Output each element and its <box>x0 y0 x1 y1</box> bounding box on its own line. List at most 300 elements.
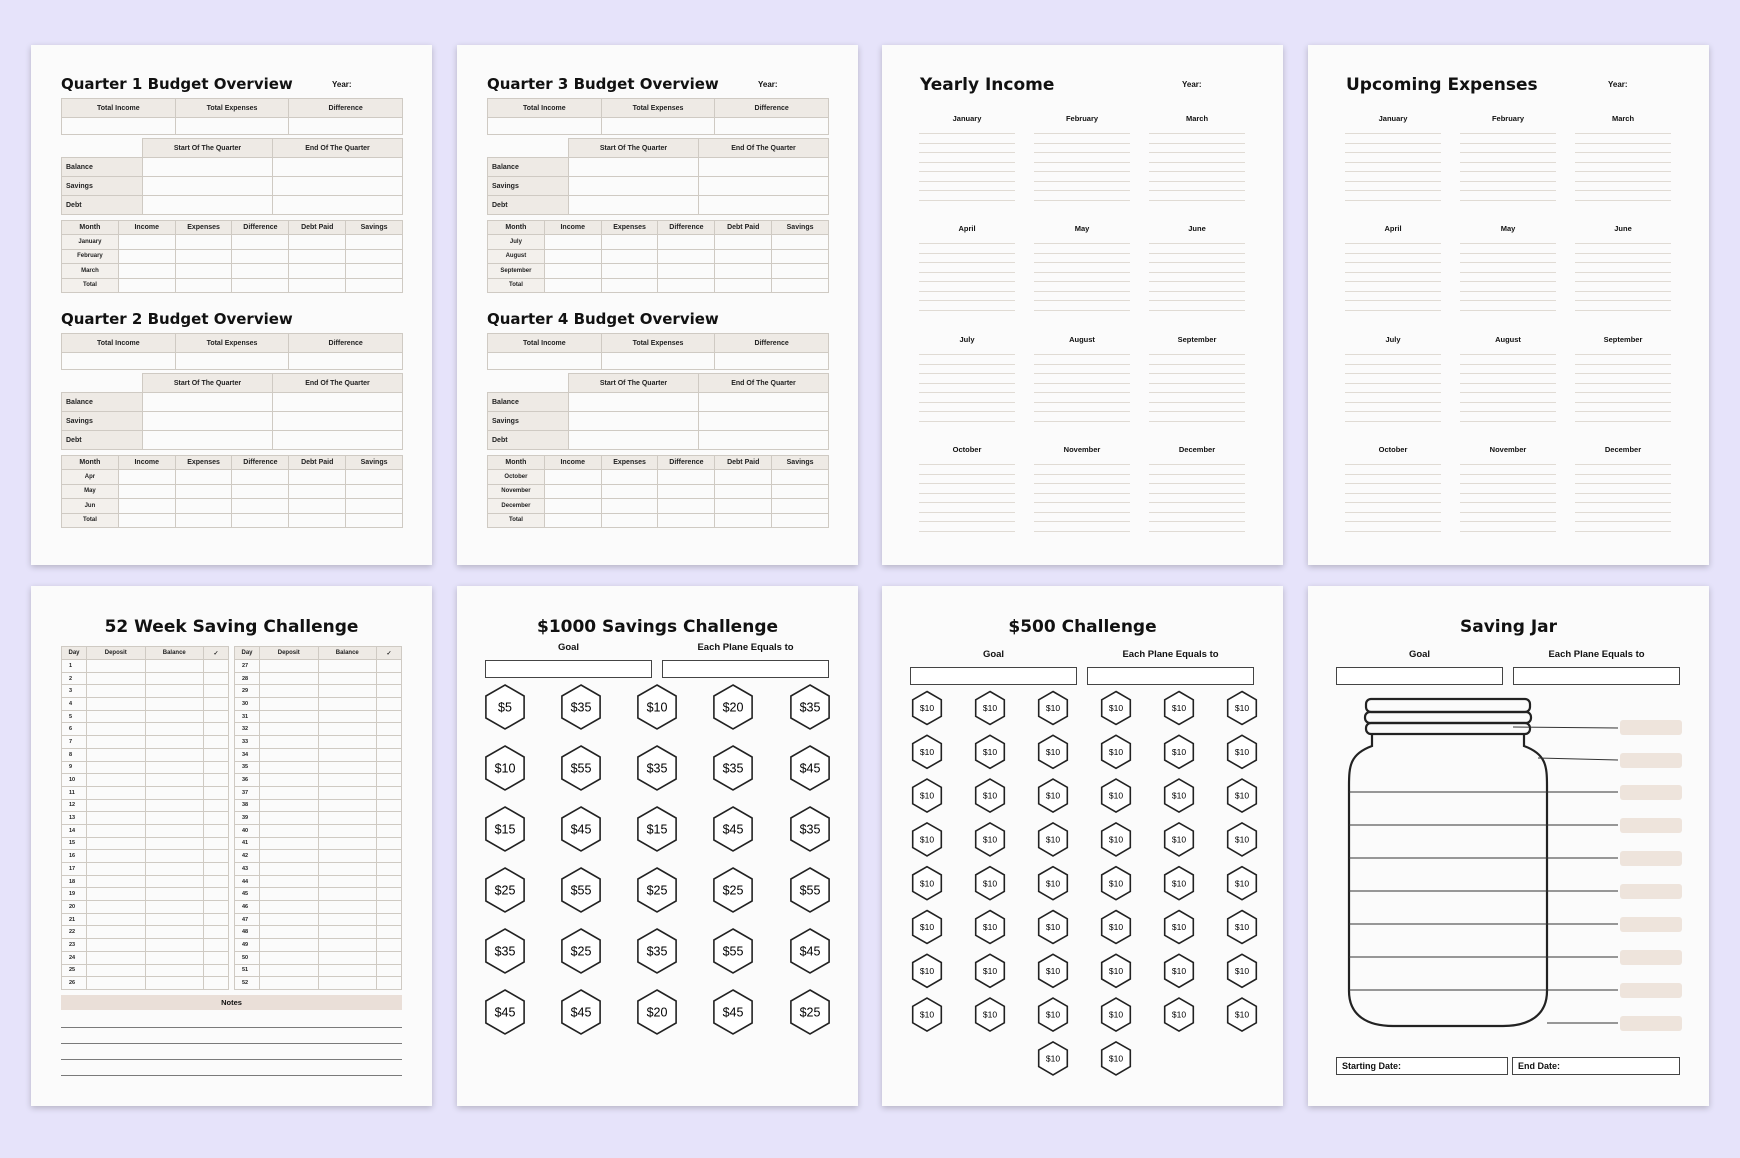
balance-cell[interactable] <box>569 196 699 215</box>
balance-cell[interactable] <box>143 177 273 196</box>
balance-cell[interactable] <box>143 393 273 412</box>
entry-line[interactable] <box>1575 354 1671 355</box>
entry-line[interactable] <box>1345 392 1441 393</box>
monthly-cell[interactable] <box>175 235 232 250</box>
entry-line[interactable] <box>1345 354 1441 355</box>
entry-line[interactable] <box>919 133 1015 134</box>
entry-line[interactable] <box>1149 421 1245 422</box>
entry-line[interactable] <box>1460 262 1556 263</box>
savings-hexagon[interactable] <box>913 779 942 812</box>
monthly-cell[interactable] <box>118 264 175 279</box>
check-cell[interactable] <box>377 888 402 901</box>
jar-amount-field[interactable] <box>1620 720 1682 735</box>
monthly-cell[interactable] <box>289 249 346 264</box>
entry-line[interactable] <box>919 402 1015 403</box>
savings-hexagon[interactable] <box>976 823 1005 856</box>
savings-hexagon[interactable] <box>976 954 1005 987</box>
entry-line[interactable] <box>919 464 1015 465</box>
balance-cell[interactable] <box>318 888 377 901</box>
entry-line[interactable] <box>1149 402 1245 403</box>
check-cell[interactable] <box>204 786 229 799</box>
savings-hexagon[interactable] <box>562 990 600 1034</box>
entry-line[interactable] <box>1034 200 1130 201</box>
deposit-cell[interactable] <box>87 685 146 698</box>
balance-cell[interactable] <box>318 939 377 952</box>
savings-hexagon[interactable] <box>562 746 600 790</box>
entry-line[interactable] <box>1460 402 1556 403</box>
check-cell[interactable] <box>204 710 229 723</box>
deposit-cell[interactable] <box>87 799 146 812</box>
monthly-cell[interactable] <box>772 249 829 264</box>
monthly-cell[interactable] <box>232 484 289 499</box>
savings-hexagon[interactable] <box>791 746 829 790</box>
monthly-cell[interactable] <box>175 513 232 528</box>
monthly-cell[interactable] <box>658 470 715 485</box>
entry-line[interactable] <box>1460 171 1556 172</box>
balance-cell[interactable] <box>318 863 377 876</box>
deposit-cell[interactable] <box>87 977 146 990</box>
monthly-cell[interactable] <box>118 470 175 485</box>
balance-cell[interactable] <box>273 177 403 196</box>
savings-hexagon[interactable] <box>1102 779 1131 812</box>
entry-line[interactable] <box>1149 521 1245 522</box>
entry-line[interactable] <box>1345 133 1441 134</box>
balance-cell[interactable] <box>318 710 377 723</box>
entry-line[interactable] <box>1345 272 1441 273</box>
entry-line[interactable] <box>1460 464 1556 465</box>
balance-cell[interactable] <box>145 863 204 876</box>
balance-cell[interactable] <box>145 710 204 723</box>
entry-line[interactable] <box>919 162 1015 163</box>
entry-line[interactable] <box>1345 262 1441 263</box>
entry-line[interactable] <box>1149 483 1245 484</box>
entry-line[interactable] <box>1034 162 1130 163</box>
check-cell[interactable] <box>204 850 229 863</box>
entry-line[interactable] <box>1345 190 1441 191</box>
deposit-cell[interactable] <box>87 660 146 673</box>
balance-cell[interactable] <box>273 158 403 177</box>
entry-line[interactable] <box>1149 373 1245 374</box>
savings-hexagon[interactable] <box>1165 911 1194 944</box>
entry-line[interactable] <box>1149 502 1245 503</box>
check-cell[interactable] <box>204 723 229 736</box>
check-cell[interactable] <box>204 685 229 698</box>
entry-line[interactable] <box>919 392 1015 393</box>
entry-line[interactable] <box>1034 383 1130 384</box>
monthly-cell[interactable] <box>658 235 715 250</box>
balance-cell[interactable] <box>145 888 204 901</box>
entry-line[interactable] <box>1345 162 1441 163</box>
monthly-cell[interactable] <box>544 264 601 279</box>
savings-hexagon[interactable] <box>1165 692 1194 725</box>
monthly-cell[interactable] <box>601 278 658 293</box>
entry-line[interactable] <box>1345 421 1441 422</box>
entry-line[interactable] <box>1575 421 1671 422</box>
entry-line[interactable] <box>1575 262 1671 263</box>
check-cell[interactable] <box>377 913 402 926</box>
savings-hexagon[interactable] <box>714 990 752 1034</box>
entry-line[interactable] <box>1460 531 1556 532</box>
check-cell[interactable] <box>204 913 229 926</box>
jar-amount-field[interactable] <box>1620 851 1682 866</box>
balance-cell[interactable] <box>145 875 204 888</box>
entry-line[interactable] <box>1034 531 1130 532</box>
entry-line[interactable] <box>1034 464 1130 465</box>
entry-line[interactable] <box>1460 411 1556 412</box>
deposit-cell[interactable] <box>87 926 146 939</box>
totals-cell[interactable] <box>488 353 602 370</box>
entry-line[interactable] <box>1575 402 1671 403</box>
entry-line[interactable] <box>1575 200 1671 201</box>
balance-cell[interactable] <box>318 812 377 825</box>
entry-line[interactable] <box>1034 483 1130 484</box>
monthly-cell[interactable] <box>346 484 403 499</box>
balance-cell[interactable] <box>145 736 204 749</box>
deposit-cell[interactable] <box>87 824 146 837</box>
deposit-cell[interactable] <box>260 761 319 774</box>
monthly-cell[interactable] <box>715 235 772 250</box>
entry-line[interactable] <box>919 262 1015 263</box>
check-cell[interactable] <box>377 812 402 825</box>
entry-line[interactable] <box>1149 364 1245 365</box>
entry-line[interactable] <box>1460 281 1556 282</box>
monthly-cell[interactable] <box>118 235 175 250</box>
savings-hexagon[interactable] <box>1102 735 1131 768</box>
entry-line[interactable] <box>1149 291 1245 292</box>
monthly-cell[interactable] <box>232 264 289 279</box>
entry-line[interactable] <box>1345 531 1441 532</box>
jar-amount-field[interactable] <box>1620 785 1682 800</box>
monthly-cell[interactable] <box>118 484 175 499</box>
check-cell[interactable] <box>377 964 402 977</box>
deposit-cell[interactable] <box>260 863 319 876</box>
monthly-cell[interactable] <box>175 470 232 485</box>
entry-line[interactable] <box>1575 502 1671 503</box>
savings-hexagon[interactable] <box>913 735 942 768</box>
entry-line[interactable] <box>919 354 1015 355</box>
balance-cell[interactable] <box>143 412 273 431</box>
entry-line[interactable] <box>1460 152 1556 153</box>
monthly-cell[interactable] <box>658 264 715 279</box>
monthly-cell[interactable] <box>658 249 715 264</box>
entry-line[interactable] <box>1034 493 1130 494</box>
savings-hexagon[interactable] <box>486 868 524 912</box>
monthly-cell[interactable] <box>346 235 403 250</box>
entry-line[interactable] <box>1460 243 1556 244</box>
entry-line[interactable] <box>1460 493 1556 494</box>
monthly-cell[interactable] <box>118 513 175 528</box>
balance-cell[interactable] <box>318 672 377 685</box>
monthly-cell[interactable] <box>772 513 829 528</box>
entry-line[interactable] <box>1149 493 1245 494</box>
balance-cell[interactable] <box>318 774 377 787</box>
entry-line[interactable] <box>1460 373 1556 374</box>
monthly-cell[interactable] <box>289 264 346 279</box>
monthly-cell[interactable] <box>658 513 715 528</box>
entry-line[interactable] <box>1575 162 1671 163</box>
balance-cell[interactable] <box>569 412 699 431</box>
entry-line[interactable] <box>1149 300 1245 301</box>
entry-line[interactable] <box>1149 464 1245 465</box>
savings-hexagon[interactable] <box>976 692 1005 725</box>
deposit-cell[interactable] <box>260 723 319 736</box>
check-cell[interactable] <box>377 901 402 914</box>
check-cell[interactable] <box>377 824 402 837</box>
entry-line[interactable] <box>1345 411 1441 412</box>
savings-hexagon[interactable] <box>714 685 752 729</box>
monthly-cell[interactable] <box>175 499 232 514</box>
deposit-cell[interactable] <box>260 939 319 952</box>
deposit-cell[interactable] <box>87 698 146 711</box>
monthly-cell[interactable] <box>601 470 658 485</box>
savings-hexagon[interactable] <box>1228 998 1257 1031</box>
totals-cell[interactable] <box>601 353 715 370</box>
entry-line[interactable] <box>1034 181 1130 182</box>
check-cell[interactable] <box>377 710 402 723</box>
savings-hexagon[interactable] <box>714 746 752 790</box>
balance-cell[interactable] <box>699 412 829 431</box>
deposit-cell[interactable] <box>260 748 319 761</box>
deposit-cell[interactable] <box>87 901 146 914</box>
deposit-cell[interactable] <box>87 812 146 825</box>
jar-amount-field[interactable] <box>1620 983 1682 998</box>
deposit-cell[interactable] <box>260 901 319 914</box>
savings-hexagon[interactable] <box>638 929 676 973</box>
balance-cell[interactable] <box>569 158 699 177</box>
savings-hexagon[interactable] <box>1102 692 1131 725</box>
monthly-cell[interactable] <box>772 278 829 293</box>
entry-line[interactable] <box>1575 493 1671 494</box>
entry-line[interactable] <box>1034 502 1130 503</box>
balance-cell[interactable] <box>145 901 204 914</box>
check-cell[interactable] <box>377 660 402 673</box>
balance-cell[interactable] <box>569 431 699 450</box>
entry-line[interactable] <box>1034 272 1130 273</box>
deposit-cell[interactable] <box>87 710 146 723</box>
deposit-cell[interactable] <box>260 977 319 990</box>
balance-cell[interactable] <box>318 964 377 977</box>
savings-hexagon[interactable] <box>791 685 829 729</box>
check-cell[interactable] <box>204 672 229 685</box>
savings-hexagon[interactable] <box>638 746 676 790</box>
balance-cell[interactable] <box>699 393 829 412</box>
balance-cell[interactable] <box>318 926 377 939</box>
savings-hexagon[interactable] <box>791 868 829 912</box>
entry-line[interactable] <box>1575 143 1671 144</box>
balance-cell[interactable] <box>145 685 204 698</box>
entry-line[interactable] <box>1149 272 1245 273</box>
entry-line[interactable] <box>919 253 1015 254</box>
entry-line[interactable] <box>919 483 1015 484</box>
entry-line[interactable] <box>919 291 1015 292</box>
deposit-cell[interactable] <box>87 863 146 876</box>
entry-line[interactable] <box>919 281 1015 282</box>
monthly-cell[interactable] <box>658 278 715 293</box>
entry-line[interactable] <box>1149 531 1245 532</box>
jar-amount-field[interactable] <box>1620 1016 1682 1031</box>
savings-hexagon[interactable] <box>638 990 676 1034</box>
balance-cell[interactable] <box>318 875 377 888</box>
totals-cell[interactable] <box>488 118 602 135</box>
monthly-cell[interactable] <box>772 499 829 514</box>
savings-hexagon[interactable] <box>1165 867 1194 900</box>
balance-cell[interactable] <box>145 812 204 825</box>
entry-line[interactable] <box>1575 531 1671 532</box>
entry-line[interactable] <box>919 421 1015 422</box>
monthly-cell[interactable] <box>175 278 232 293</box>
balance-cell[interactable] <box>318 736 377 749</box>
balance-cell[interactable] <box>318 824 377 837</box>
entry-line[interactable] <box>1149 200 1245 201</box>
savings-hexagon[interactable] <box>976 998 1005 1031</box>
entry-line[interactable] <box>1460 483 1556 484</box>
entry-line[interactable] <box>1460 310 1556 311</box>
savings-hexagon[interactable] <box>1102 823 1131 856</box>
totals-cell[interactable] <box>62 353 176 370</box>
check-cell[interactable] <box>204 926 229 939</box>
monthly-cell[interactable] <box>772 235 829 250</box>
savings-hexagon[interactable] <box>913 867 942 900</box>
entry-line[interactable] <box>1460 383 1556 384</box>
savings-hexagon[interactable] <box>486 929 524 973</box>
savings-hexagon[interactable] <box>562 929 600 973</box>
deposit-cell[interactable] <box>260 964 319 977</box>
check-cell[interactable] <box>204 863 229 876</box>
check-cell[interactable] <box>377 926 402 939</box>
entry-line[interactable] <box>1460 521 1556 522</box>
monthly-cell[interactable] <box>175 264 232 279</box>
entry-line[interactable] <box>1149 133 1245 134</box>
balance-cell[interactable] <box>699 196 829 215</box>
totals-cell[interactable] <box>289 353 403 370</box>
entry-line[interactable] <box>1034 300 1130 301</box>
savings-hexagon[interactable] <box>913 692 942 725</box>
monthly-cell[interactable] <box>232 278 289 293</box>
check-cell[interactable] <box>377 850 402 863</box>
entry-line[interactable] <box>1149 392 1245 393</box>
monthly-cell[interactable] <box>232 249 289 264</box>
deposit-cell[interactable] <box>260 710 319 723</box>
entry-line[interactable] <box>1575 411 1671 412</box>
entry-line[interactable] <box>919 502 1015 503</box>
check-cell[interactable] <box>204 799 229 812</box>
entry-line[interactable] <box>1345 402 1441 403</box>
entry-line[interactable] <box>1149 181 1245 182</box>
savings-hexagon[interactable] <box>1228 823 1257 856</box>
starting-date-field[interactable]: Starting Date: <box>1336 1057 1508 1075</box>
balance-cell[interactable] <box>318 913 377 926</box>
savings-hexagon[interactable] <box>1039 735 1068 768</box>
deposit-cell[interactable] <box>260 660 319 673</box>
balance-cell[interactable] <box>318 786 377 799</box>
entry-line[interactable] <box>1575 300 1671 301</box>
balance-cell[interactable] <box>145 977 204 990</box>
entry-line[interactable] <box>1034 291 1130 292</box>
entry-line[interactable] <box>1345 181 1441 182</box>
deposit-cell[interactable] <box>87 786 146 799</box>
balance-cell[interactable] <box>318 799 377 812</box>
totals-cell[interactable] <box>601 118 715 135</box>
monthly-cell[interactable] <box>289 278 346 293</box>
end-date-field[interactable]: End Date: <box>1512 1057 1680 1075</box>
entry-line[interactable] <box>1034 152 1130 153</box>
entry-line[interactable] <box>1345 364 1441 365</box>
entry-line[interactable] <box>1575 253 1671 254</box>
savings-hexagon[interactable] <box>486 990 524 1034</box>
monthly-cell[interactable] <box>715 513 772 528</box>
check-cell[interactable] <box>377 761 402 774</box>
savings-hexagon[interactable] <box>1228 735 1257 768</box>
check-cell[interactable] <box>377 672 402 685</box>
check-cell[interactable] <box>204 888 229 901</box>
deposit-cell[interactable] <box>260 926 319 939</box>
check-cell[interactable] <box>204 761 229 774</box>
entry-line[interactable] <box>1149 310 1245 311</box>
check-cell[interactable] <box>204 977 229 990</box>
savings-hexagon[interactable] <box>1228 911 1257 944</box>
entry-line[interactable] <box>1460 272 1556 273</box>
deposit-cell[interactable] <box>260 888 319 901</box>
entry-line[interactable] <box>1575 152 1671 153</box>
deposit-cell[interactable] <box>260 913 319 926</box>
entry-line[interactable] <box>1460 512 1556 513</box>
savings-hexagon[interactable] <box>913 911 942 944</box>
entry-line[interactable] <box>1575 291 1671 292</box>
balance-cell[interactable] <box>145 761 204 774</box>
monthly-cell[interactable] <box>118 499 175 514</box>
deposit-cell[interactable] <box>87 850 146 863</box>
monthly-cell[interactable] <box>289 470 346 485</box>
entry-line[interactable] <box>1149 354 1245 355</box>
savings-hexagon[interactable] <box>1039 954 1068 987</box>
check-cell[interactable] <box>377 951 402 964</box>
deposit-cell[interactable] <box>87 888 146 901</box>
savings-hexagon[interactable] <box>1102 911 1131 944</box>
entry-line[interactable] <box>1460 502 1556 503</box>
deposit-cell[interactable] <box>260 837 319 850</box>
entry-line[interactable] <box>1460 421 1556 422</box>
deposit-cell[interactable] <box>260 799 319 812</box>
deposit-cell[interactable] <box>260 875 319 888</box>
balance-cell[interactable] <box>699 158 829 177</box>
entry-line[interactable] <box>1575 474 1671 475</box>
deposit-cell[interactable] <box>87 939 146 952</box>
monthly-cell[interactable] <box>715 264 772 279</box>
monthly-cell[interactable] <box>175 484 232 499</box>
monthly-cell[interactable] <box>601 499 658 514</box>
entry-line[interactable] <box>1575 464 1671 465</box>
entry-line[interactable] <box>1345 253 1441 254</box>
balance-cell[interactable] <box>145 824 204 837</box>
check-cell[interactable] <box>204 748 229 761</box>
monthly-cell[interactable] <box>601 484 658 499</box>
monthly-cell[interactable] <box>346 513 403 528</box>
savings-hexagon[interactable] <box>1165 998 1194 1031</box>
entry-line[interactable] <box>1460 190 1556 191</box>
balance-cell[interactable] <box>145 660 204 673</box>
check-cell[interactable] <box>377 875 402 888</box>
entry-line[interactable] <box>1460 392 1556 393</box>
entry-line[interactable] <box>1149 383 1245 384</box>
entry-line[interactable] <box>1034 281 1130 282</box>
balance-cell[interactable] <box>145 913 204 926</box>
entry-line[interactable] <box>1460 181 1556 182</box>
monthly-cell[interactable] <box>601 249 658 264</box>
savings-hexagon[interactable] <box>1039 692 1068 725</box>
deposit-cell[interactable] <box>260 824 319 837</box>
monthly-cell[interactable] <box>289 513 346 528</box>
savings-hexagon[interactable] <box>976 735 1005 768</box>
